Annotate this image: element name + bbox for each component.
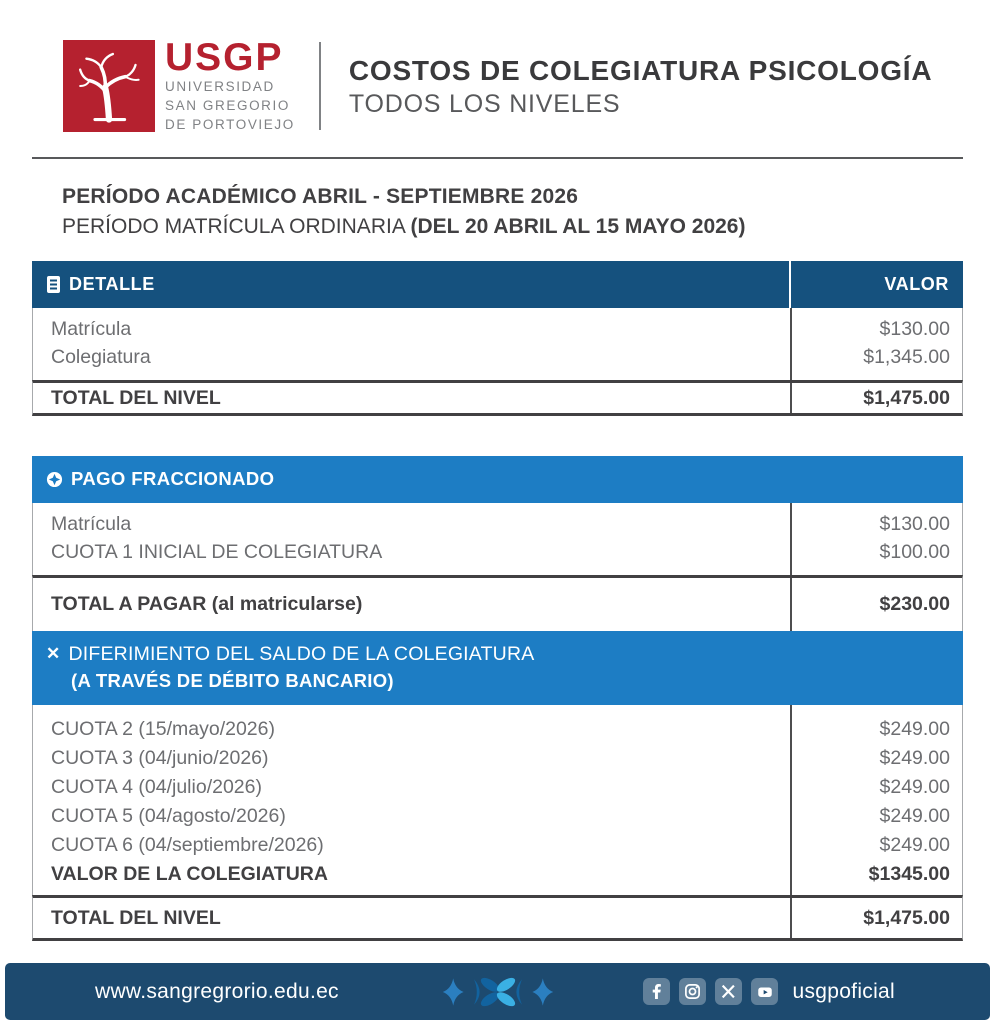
- x-mark-icon: ✕: [46, 644, 61, 664]
- usgp-spark-mark-icon: [442, 972, 554, 1012]
- table-pago-header: [32, 456, 963, 503]
- deferral-subtitle: (A TRAVÉS DE DÉBITO BANCARIO): [71, 669, 394, 691]
- logo-acronym: USGP: [165, 36, 284, 79]
- row-value: $130.00: [879, 512, 950, 535]
- header: [0, 0, 995, 135]
- col-header-detalle: DETALLE: [69, 273, 155, 294]
- row-label: CUOTA 6 (04/septiembre/2026): [51, 833, 324, 856]
- footer-bar: [5, 963, 990, 1020]
- row-value: $130.00: [879, 317, 950, 340]
- table-detalle-rows: [32, 308, 963, 380]
- pago-fraccionado-title: PAGO FRACCIONADO: [71, 468, 275, 490]
- footer-social-group: [643, 978, 895, 1005]
- colegiatura-label: VALOR DE LA COLEGIATURA: [51, 862, 328, 885]
- table-pago-subtotal-row: [32, 575, 963, 631]
- header-divider: [319, 42, 321, 130]
- row-value: $249.00: [879, 746, 950, 769]
- website-url[interactable]: www.sangregrorio.edu.ec: [95, 979, 339, 1003]
- row-value: $249.00: [879, 833, 950, 856]
- table-row: [33, 802, 962, 831]
- table-installments: [32, 705, 963, 895]
- row-value: $249.00: [879, 775, 950, 798]
- youtube-icon[interactable]: [751, 978, 778, 1005]
- row-label: CUOTA 5 (04/agosto/2026): [51, 804, 286, 827]
- target-icon: [46, 471, 63, 488]
- logo-line-3: DE PORTOVIEJO: [165, 117, 295, 133]
- page-subtitle: TODOS LOS NIVELES: [348, 90, 621, 119]
- table-row: [33, 538, 962, 566]
- table-detalle: [32, 261, 963, 416]
- table-row: [33, 343, 962, 371]
- deferral-header: [32, 631, 963, 705]
- row-label: CUOTA 3 (04/junio/2026): [51, 746, 269, 769]
- table-pago-rows: [32, 503, 963, 575]
- table-row: [33, 744, 962, 773]
- total-label: TOTAL DEL NIVEL: [51, 386, 221, 409]
- table-pago-fraccionado: [32, 456, 963, 941]
- period-matricula-dates: (DEL 20 ABRIL AL 15 MAYO 2026): [410, 214, 746, 238]
- logo-text: [165, 38, 295, 135]
- period-matricula: [62, 215, 963, 239]
- col-header-valor: VALOR: [884, 273, 949, 294]
- usgp-logo: [63, 38, 295, 135]
- table-row: [33, 510, 962, 538]
- row-value: $100.00: [879, 540, 950, 563]
- row-label: CUOTA 4 (04/julio/2026): [51, 775, 262, 798]
- row-value: $249.00: [879, 804, 950, 827]
- total-value: $1,475.00: [863, 906, 950, 929]
- table-row: [33, 773, 962, 802]
- colegiatura-total-row: [33, 860, 962, 889]
- period-academic: PERÍODO ACADÉMICO ABRIL - SEPTIEMBRE 2026: [62, 184, 579, 208]
- usgp-tree-logo-icon: [63, 40, 155, 132]
- period-matricula-text: PERÍODO MATRÍCULA ORDINARIA: [62, 214, 405, 238]
- title-block: [349, 54, 933, 120]
- social-icons: [643, 978, 778, 1005]
- row-value: $249.00: [879, 717, 950, 740]
- row-label: CUOTA 1 INICIAL DE COLEGIATURA: [51, 540, 383, 563]
- total-label: TOTAL DEL NIVEL: [51, 906, 221, 929]
- instagram-icon[interactable]: [679, 978, 706, 1005]
- table-detalle-total-row: [32, 380, 963, 416]
- total-value: $1,475.00: [863, 386, 950, 409]
- table-row: [33, 831, 962, 860]
- deferral-title: DIFERIMIENTO DEL SALDO DE LA COLEGIATURA: [68, 642, 535, 665]
- row-label: CUOTA 2 (15/mayo/2026): [51, 717, 275, 740]
- social-handle[interactable]: usgpoficial: [792, 979, 895, 1003]
- facebook-icon[interactable]: [643, 978, 670, 1005]
- row-label: Colegiatura: [51, 345, 151, 368]
- period-heading: [62, 185, 963, 239]
- colegiatura-value: $1345.00: [868, 862, 950, 885]
- row-label: Matrícula: [51, 512, 132, 535]
- list-icon: [46, 275, 61, 294]
- table-detalle-header: [32, 261, 963, 308]
- header-rule: [32, 157, 963, 159]
- subtotal-label: TOTAL A PAGAR (al matricularse): [51, 593, 363, 616]
- page-title: COSTOS DE COLEGIATURA PSICOLOGÍA: [348, 54, 933, 86]
- logo-line-1: UNIVERSIDAD: [165, 79, 275, 94]
- row-label: Matrícula: [51, 317, 132, 340]
- table-row: [33, 315, 962, 343]
- subtotal-value: $230.00: [879, 593, 950, 616]
- table-row: [33, 715, 962, 744]
- table-pago-total-row: [32, 895, 963, 941]
- row-value: $1,345.00: [863, 345, 950, 368]
- x-icon[interactable]: [715, 978, 742, 1005]
- logo-line-2: SAN GREGORIO: [165, 98, 290, 114]
